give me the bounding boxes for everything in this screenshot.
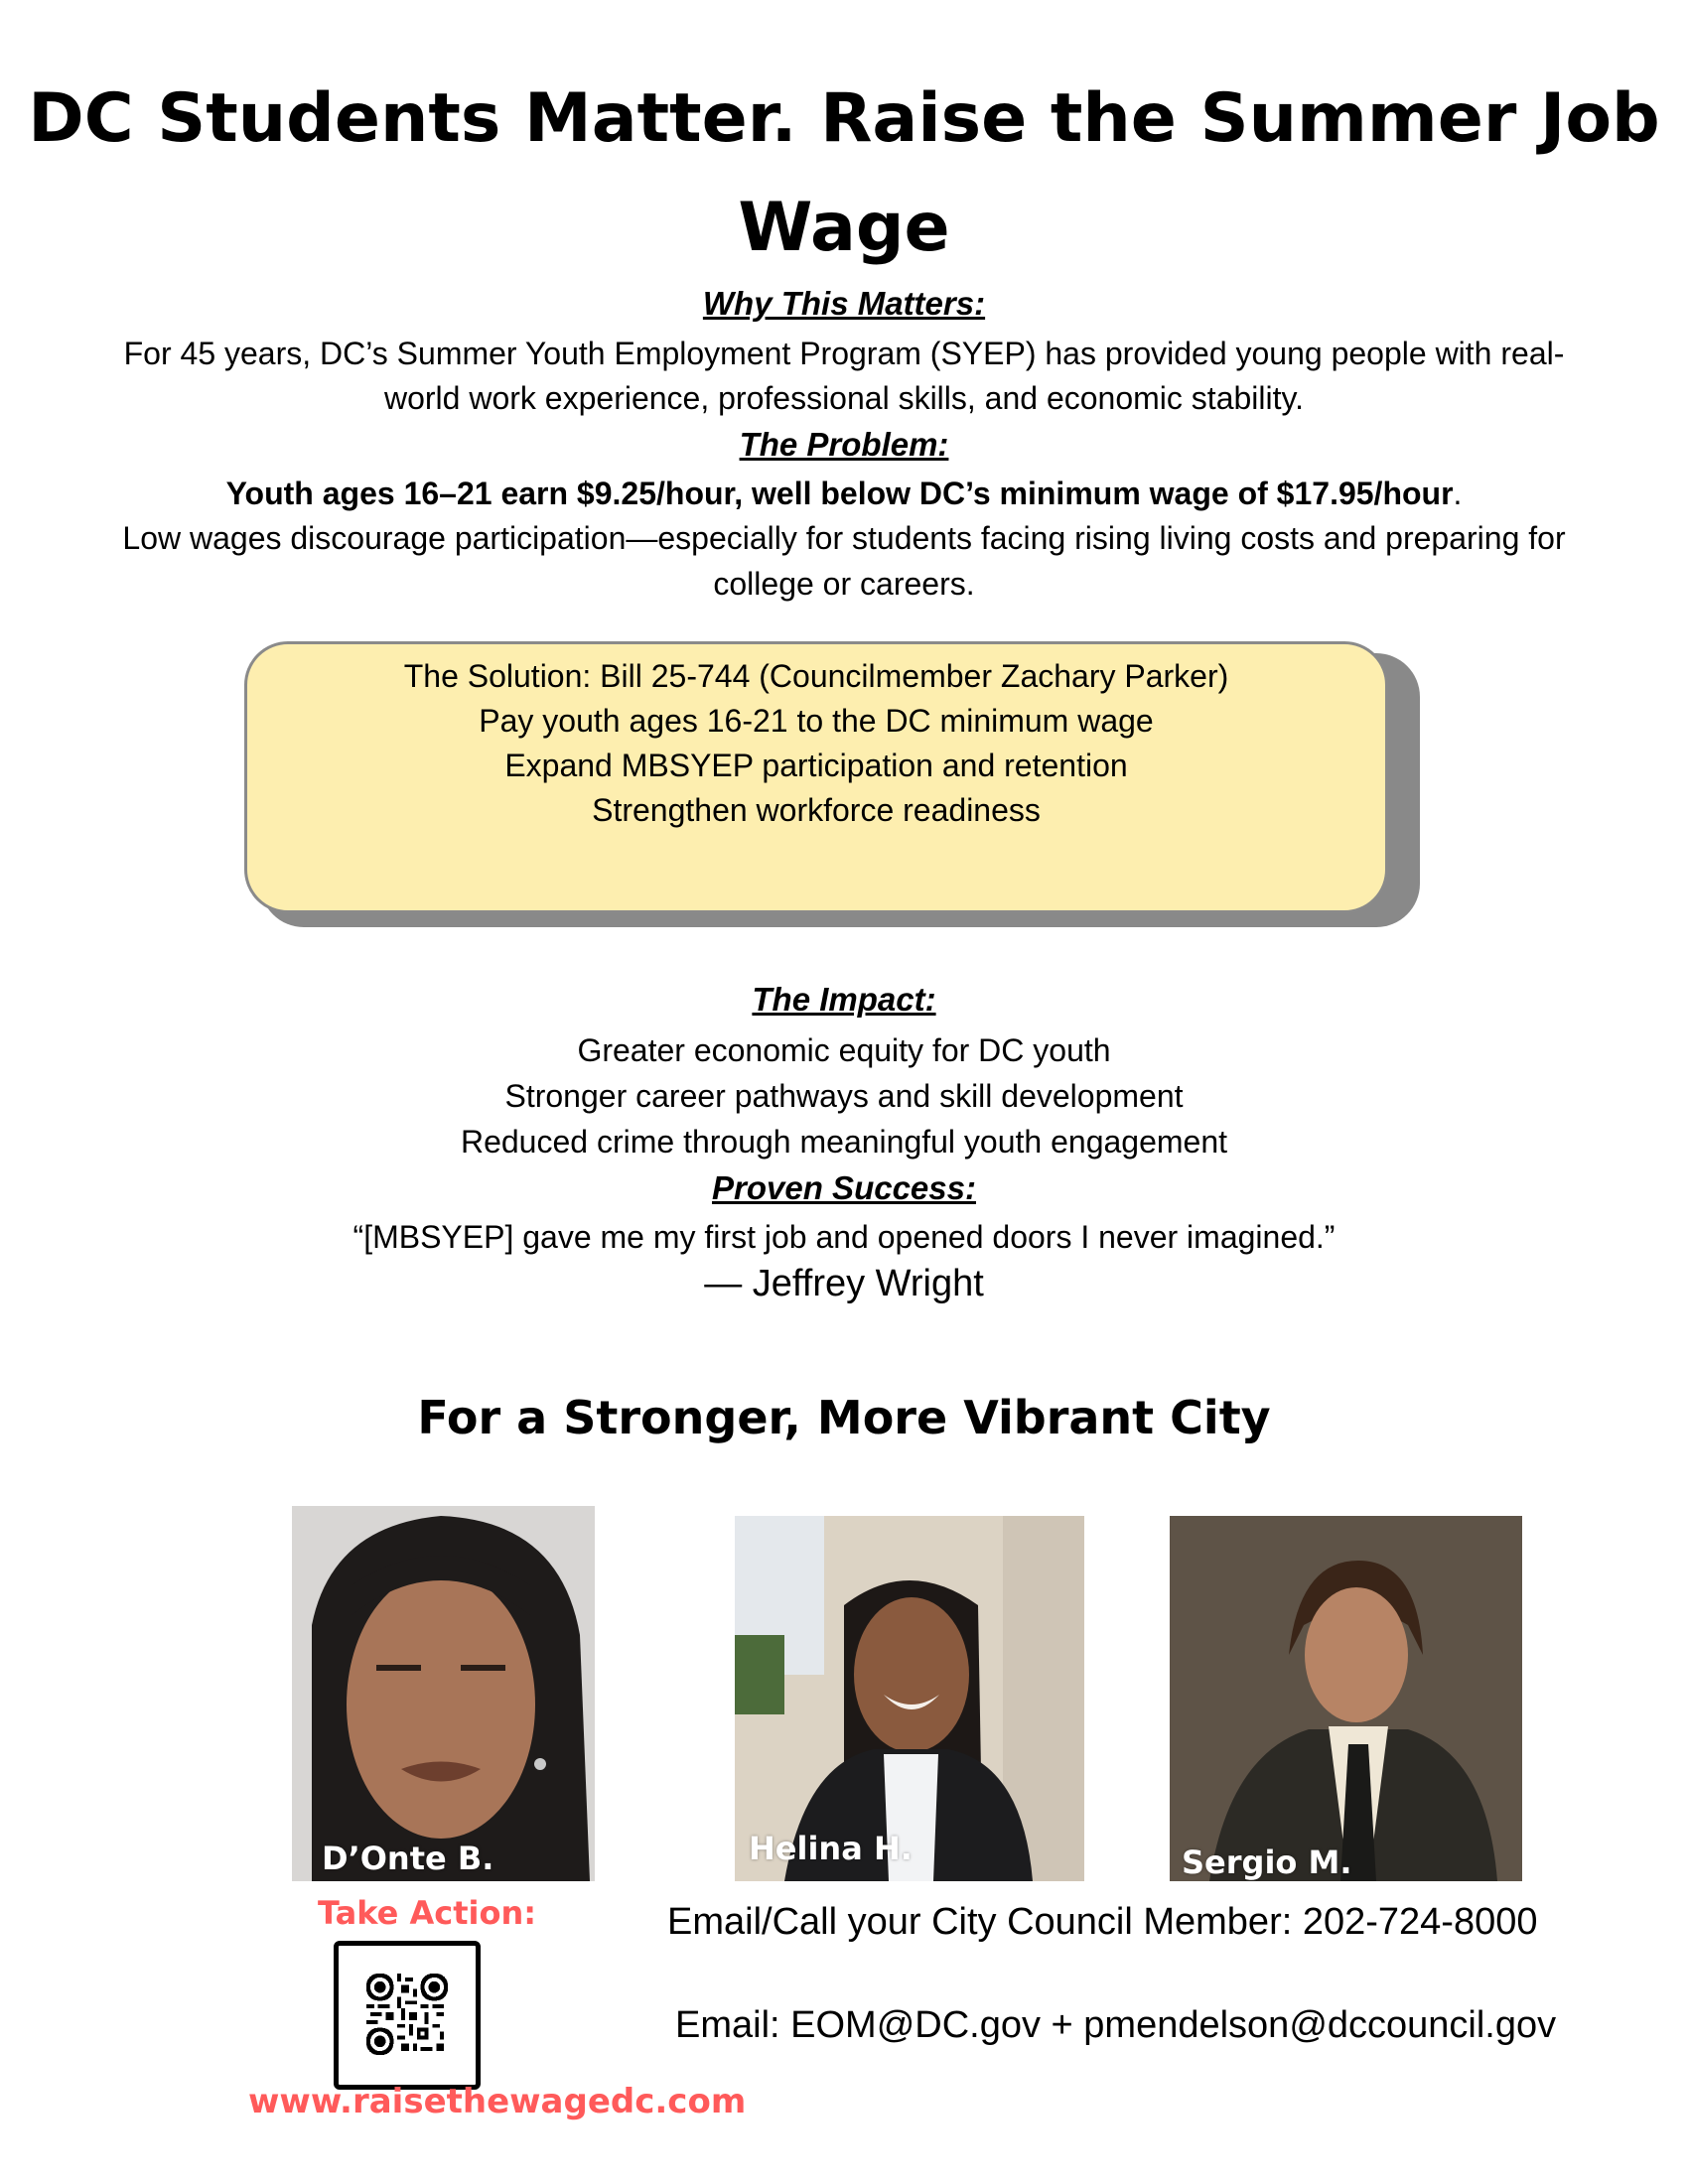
city-heading: For a Stronger, More Vibrant City <box>417 1391 1271 1444</box>
portrait-image <box>1170 1516 1522 1881</box>
why-line-1: For 45 years, DC’s Summer Youth Employment Program (SYEP) has provided young people with real- <box>123 336 1565 371</box>
student-name: Sergio M. <box>1182 1843 1352 1881</box>
problem-period: . <box>1453 476 1463 511</box>
success-quote: “[MBSYEP] gave me my first job and opened doors I never imagined.” <box>352 1219 1336 1255</box>
solution-line: The Solution: Bill 25-744 (Councilmember Zachary Parker) <box>403 658 1229 694</box>
impact-item: Greater economic equity for DC youth <box>577 1032 1111 1068</box>
solution-line: Expand MBSYEP participation and retention <box>504 748 1128 783</box>
page-title-line-2: Wage <box>738 189 950 267</box>
solution-line: Strengthen workforce readiness <box>592 792 1041 828</box>
solution-box <box>244 641 1388 913</box>
impact-heading: The Impact: <box>752 981 936 1018</box>
success-attribution: — Jeffrey Wright <box>704 1263 984 1304</box>
problem-line-1: Low wages discourage participation—especially for students facing rising living costs and preparing for <box>122 520 1566 556</box>
why-heading: Why This Matters: <box>702 285 986 322</box>
impact-item: Stronger career pathways and skill development <box>504 1078 1184 1114</box>
student-name: Helina H. <box>749 1830 913 1867</box>
qr-code-icon <box>366 1974 448 2055</box>
portrait-image <box>292 1506 595 1881</box>
student-photo-donte <box>292 1506 595 1881</box>
why-line-2: world work experience, professional skills, and economic stability. <box>383 380 1305 416</box>
success-heading: Proven Success: <box>712 1169 976 1206</box>
problem-heading: The Problem: <box>739 426 949 463</box>
portrait-image <box>735 1516 1084 1881</box>
page-title-line-1: DC Students Matter. Raise the Summer Job <box>28 79 1660 158</box>
student-photo-helina <box>735 1516 1084 1881</box>
impact-item: Reduced crime through meaningful youth engagement <box>460 1124 1228 1160</box>
student-photo-sergio <box>1170 1516 1522 1881</box>
website-link[interactable]: www.raisethewagedc.com <box>248 2082 747 2121</box>
problem-bold-statement: Youth ages 16–21 earn $9.25/hour, well below DC’s minimum wage of $17.95/hour <box>225 476 1454 511</box>
qr-code[interactable] <box>334 1941 481 2090</box>
problem-statement <box>0 471 1688 516</box>
council-email-text: Email: EOM@DC.gov + pmendelson@dccouncil.gov <box>675 2004 1557 2046</box>
student-name: D’Onte B. <box>322 1840 494 1877</box>
take-action-label: Take Action: <box>317 1894 537 1932</box>
problem-line-2: college or careers. <box>713 566 975 602</box>
council-call-text: Email/Call your City Council Member: 202-724-8000 <box>667 1901 1538 1943</box>
solution-line: Pay youth ages 16-21 to the DC minimum wage <box>479 703 1154 739</box>
